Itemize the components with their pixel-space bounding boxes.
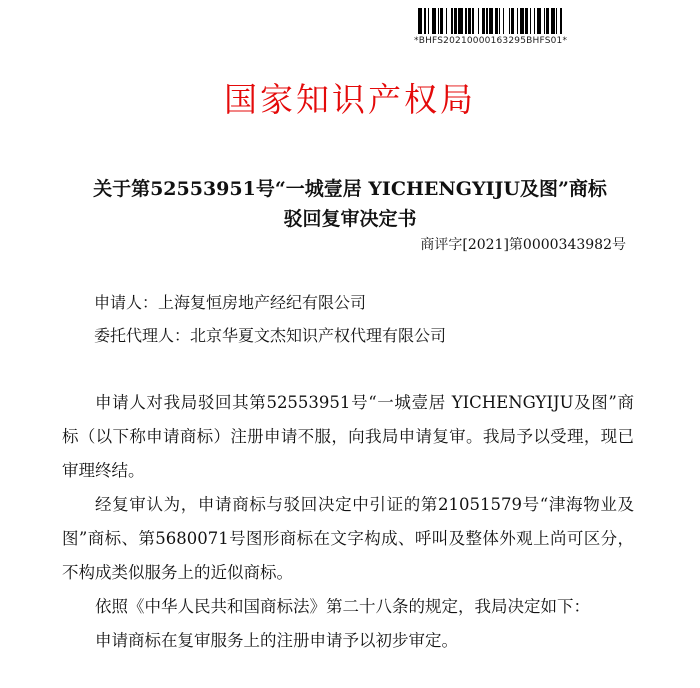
office-name: 国家知识产权局 (224, 80, 476, 119)
barcode (414, 8, 614, 46)
applicant-line (94, 290, 366, 313)
paragraph-4: 申请商标在复审服务上的注册申请予以初步审定。 (95, 631, 458, 650)
applicant-name: 上海复恒房地产经纪有限公司 (158, 293, 367, 312)
paragraph-1: 申请人对我局驳回其第52553951号“一城壹居 YICHENGYIJU及图”商标（以下称申请商标）注册申请不服，向我局申请复审。我局予以受理，现已审理终结。 (62, 393, 634, 480)
barcode-bars (418, 8, 614, 34)
paragraph-3: 依照《中华人民共和国商标法》第二十八条的规定，我局决定如下： (95, 597, 590, 616)
paragraph-2: 经复审认为，申请商标与驳回决定中引证的第21051579号“津海物业及图”商标、第5680071号图形商标在文字构成、呼叫及整体外观上尚可区分，不构成类似服务上的近似商标。 (62, 495, 634, 582)
agent-name: 北京华夏文杰知识产权代理有限公司 (190, 326, 447, 345)
document-title (50, 174, 650, 234)
title-line-1: 关于第52553951号“一城壹居 YICHENGYIJU及图”商标 (93, 178, 607, 200)
barcode-code: *BHFS20210000163295BHFS01* (414, 36, 568, 46)
applicant-label: 申请人： (94, 293, 159, 312)
agent-label: 委托代理人： (94, 326, 191, 345)
barcode-gap (562, 8, 565, 34)
document-number: 商评字[2021]第0000343982号 (420, 237, 626, 253)
title-line-2: 驳回复审决定书 (283, 208, 417, 230)
agent-line (94, 323, 446, 346)
